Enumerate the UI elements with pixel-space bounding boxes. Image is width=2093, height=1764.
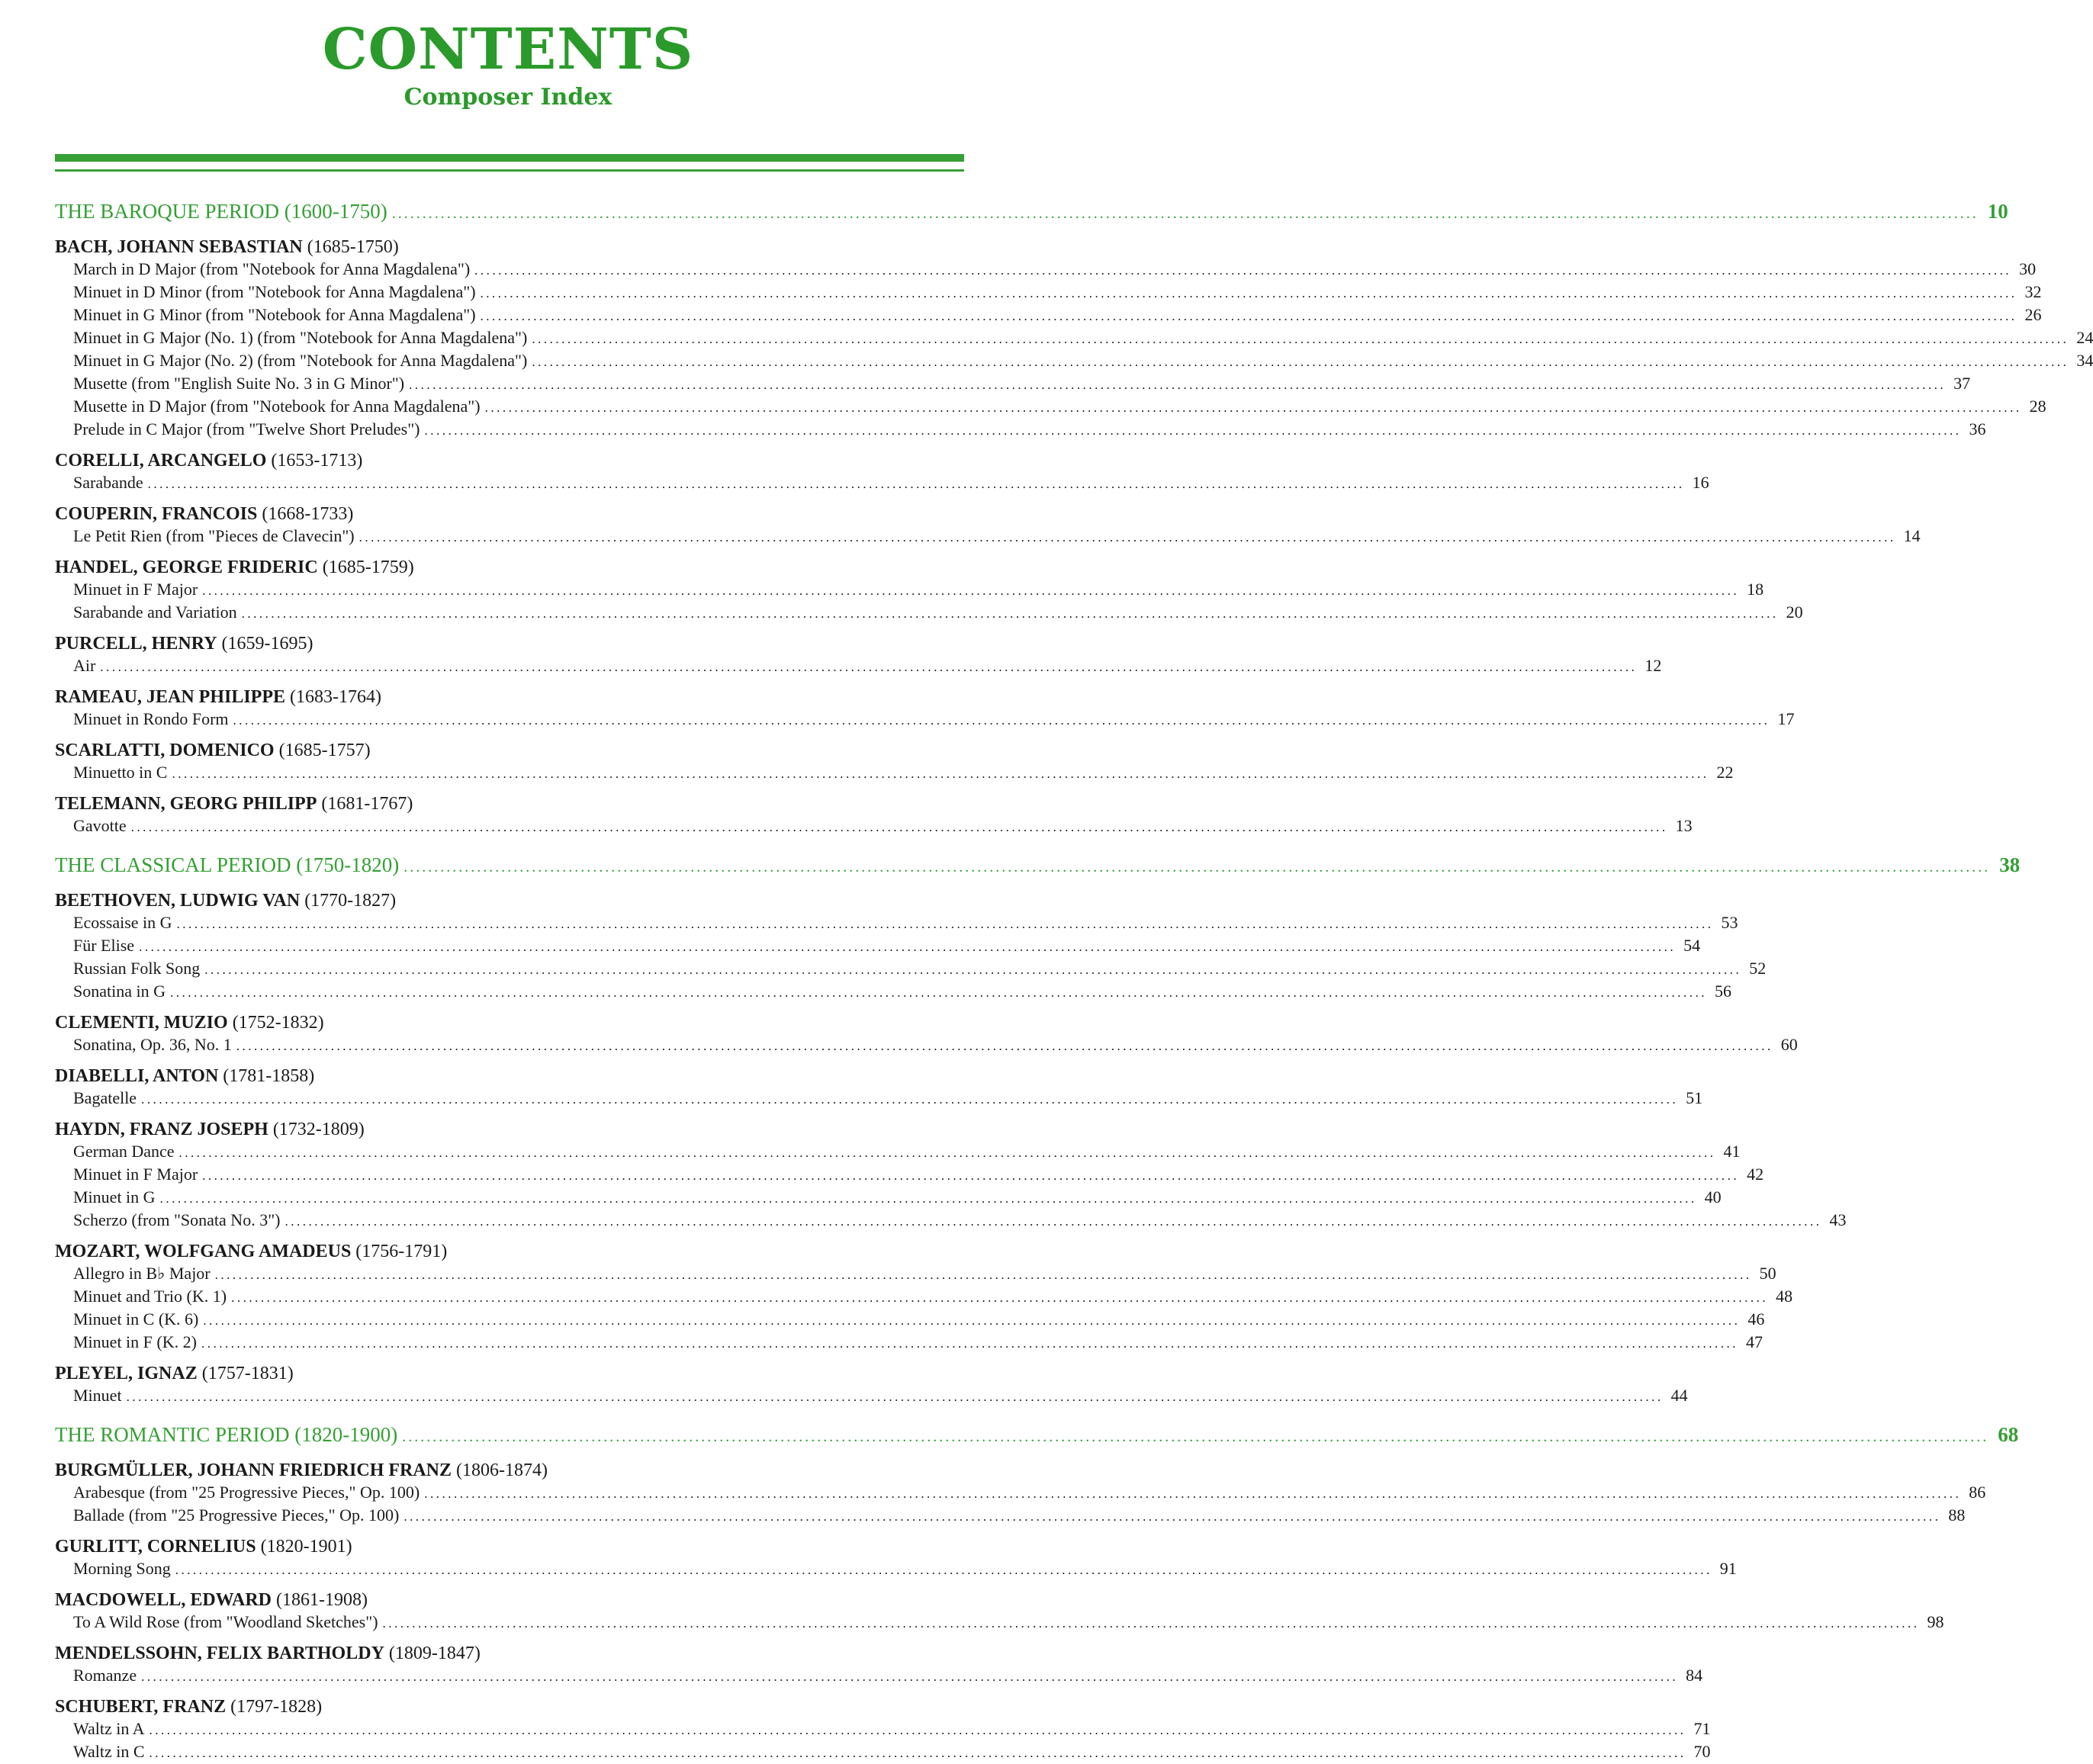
work-page-number: 34: [2076, 351, 2093, 370]
work-title: Minuet in Rondo Form: [73, 709, 229, 728]
composer-dates: (1797-1828): [230, 1697, 323, 1717]
work-entry[interactable]: [55, 935, 1701, 958]
work-entry[interactable]: [55, 762, 1734, 785]
work-page-number: 42: [1747, 1165, 1764, 1184]
dot-leader: ....................................................................................................................................................................................................................................................................: [202, 583, 1740, 598]
dot-leader: ....................................................................................................................................................................................................................................................................: [204, 962, 1742, 977]
work-title: Sonatina, Op. 36, No. 1: [73, 1035, 232, 1054]
work-page-number: 71: [1693, 1719, 1711, 1738]
work-page-number: 47: [1745, 1332, 1763, 1351]
composer-entry: [55, 1065, 1703, 1110]
page-title: CONTENTS: [322, 17, 694, 82]
page-header: [0, 18, 1016, 111]
composer-heading: [55, 1065, 972, 1088]
work-entry[interactable]: [55, 373, 1971, 396]
work-page-number: 36: [1969, 419, 1986, 439]
work-title: To A Wild Rose (from "Woodland Sketches"): [73, 1612, 378, 1631]
composer-entry: [55, 1535, 1737, 1581]
dot-leader: ....................................................................................................................................................................................................................................................................: [149, 1746, 1686, 1760]
composer-dates: (1732-1809): [272, 1120, 365, 1139]
composer-heading: [55, 1535, 972, 1558]
dot-leader: ....................................................................................................................................................................................................................................................................: [480, 286, 2017, 300]
work-entry[interactable]: [55, 1482, 1986, 1505]
composer-name: HANDEL, GEORGE FRIDERIC: [55, 557, 318, 577]
dot-leader: ....................................................................................................................................................................................................................................................................: [141, 1092, 1679, 1107]
work-title: Waltz in A: [73, 1719, 145, 1738]
work-title: Bagatelle: [73, 1088, 137, 1107]
work-entry[interactable]: [55, 259, 2037, 281]
work-entry[interactable]: [55, 1263, 1776, 1286]
work-page-number: 14: [1903, 526, 1921, 545]
work-title: Morning Song: [73, 1559, 171, 1578]
composer-entry: [55, 889, 1767, 1004]
composer-dates: (1806-1874): [456, 1460, 548, 1480]
work-entry[interactable]: [55, 1665, 1703, 1688]
dot-leader: ....................................................................................................................................................................................................................................................................: [402, 1428, 1989, 1445]
dot-leader: ....................................................................................................................................................................................................................................................................: [100, 660, 1638, 674]
dot-leader: ....................................................................................................................................................................................................................................................................: [403, 859, 1991, 876]
work-title: Le Petit Rien (from "Pieces de Clavecin"): [73, 526, 355, 545]
work-page-number: 41: [1723, 1142, 1741, 1161]
dot-leader: ....................................................................................................................................................................................................................................................................: [176, 917, 1714, 931]
composer-heading: [55, 1589, 972, 1611]
dot-leader: ....................................................................................................................................................................................................................................................................: [203, 1313, 1741, 1328]
work-entry[interactable]: [55, 396, 2046, 419]
work-page-number: 44: [1670, 1386, 1688, 1405]
dot-leader: ....................................................................................................................................................................................................................................................................: [391, 205, 1979, 222]
composer-dates: (1781-1858): [223, 1066, 315, 1086]
composer-heading: [55, 556, 972, 579]
composer-dates: (1820-1901): [260, 1537, 352, 1557]
composer-heading: [55, 1362, 972, 1385]
composer-dates: (1685-1757): [278, 741, 371, 760]
work-page-number: 46: [1747, 1309, 1765, 1329]
composer-dates: (1653-1713): [271, 451, 363, 471]
work-title: Prelude in C Major (from "Twelve Short Preludes"): [73, 419, 420, 439]
work-entry[interactable]: [55, 1718, 1711, 1741]
work-entry[interactable]: [55, 1332, 1763, 1354]
dot-leader: ....................................................................................................................................................................................................................................................................: [147, 477, 1685, 491]
work-title: Scherzo (from "Sonata No. 3"): [73, 1210, 281, 1229]
dot-leader: ....................................................................................................................................................................................................................................................................: [202, 1168, 1740, 1183]
dot-leader: ....................................................................................................................................................................................................................................................................: [233, 713, 1770, 728]
composer-dates: (1809-1847): [388, 1644, 481, 1663]
composer-dates: (1861-1908): [276, 1590, 368, 1610]
work-page-number: 32: [2024, 282, 2042, 301]
work-entry[interactable]: [55, 1164, 1764, 1187]
work-page-number: 98: [1927, 1612, 1944, 1631]
work-entry[interactable]: [55, 304, 2042, 327]
composer-dates: (1752-1832): [232, 1013, 324, 1033]
composer-heading: [55, 632, 972, 655]
dot-leader: ....................................................................................................................................................................................................................................................................: [424, 423, 1962, 438]
work-page-number: 70: [1693, 1742, 1711, 1761]
work-entry[interactable]: [55, 525, 1921, 548]
work-page-number: 56: [1715, 982, 1731, 1001]
dot-leader: ....................................................................................................................................................................................................................................................................: [139, 940, 1677, 954]
composer-dates: (1659-1695): [221, 634, 313, 654]
composer-entry: [55, 1118, 1847, 1232]
work-page-number: 86: [1969, 1483, 1986, 1502]
work-title: Air: [73, 656, 96, 675]
work-page-number: 28: [2029, 397, 2046, 416]
work-page-number: 24: [2076, 328, 2093, 347]
work-entry[interactable]: [55, 472, 1709, 495]
composer-heading: [55, 1011, 972, 1034]
composer-entry: [55, 686, 1795, 731]
work-page-number: 18: [1747, 580, 1764, 599]
composer-entry: [55, 1011, 1798, 1057]
period-page-number: 10: [1987, 200, 2008, 223]
composer-name: TELEMANN, GEORG PHILIPP: [55, 794, 317, 814]
composer-entry: [55, 449, 1709, 495]
composer-name: CORELLI, ARCANGELO: [55, 451, 267, 471]
composer-entry: [55, 739, 1734, 785]
composer-heading: [55, 1459, 972, 1482]
work-entry[interactable]: [55, 1210, 1847, 1232]
composer-heading: [55, 1642, 972, 1665]
composer-name: RAMEAU, JEAN PHILIPPE: [55, 687, 286, 707]
composer-name: PURCELL, HENRY: [55, 634, 217, 654]
dot-leader: ....................................................................................................................................................................................................................................................................: [172, 766, 1709, 781]
work-title: Sarabande: [73, 473, 143, 492]
composer-name: COUPERIN, FRANCOIS: [55, 504, 258, 524]
dot-leader: ....................................................................................................................................................................................................................................................................: [382, 1616, 1920, 1631]
work-title: Minuet: [73, 1386, 122, 1405]
work-page-number: 26: [2024, 305, 2042, 324]
work-entry[interactable]: [55, 1505, 1966, 1528]
composer-name: SCHUBERT, FRANZ: [55, 1697, 227, 1717]
work-title: Minuet in G Major (No. 2) (from "Notebook for Anna Magdalena"): [73, 351, 528, 370]
work-title: Minuet in F Major: [73, 1165, 198, 1184]
dot-leader: ....................................................................................................................................................................................................................................................................: [159, 1191, 1697, 1206]
composer-heading: [55, 503, 972, 525]
work-title: Ballade (from "25 Progressive Pieces," Op. 100): [73, 1505, 400, 1525]
work-page-number: 22: [1716, 763, 1734, 782]
work-page-number: 37: [1953, 374, 1971, 393]
dot-leader: ....................................................................................................................................................................................................................................................................: [141, 1669, 1679, 1684]
work-entry[interactable]: [55, 981, 1731, 1004]
work-entry[interactable]: [55, 1187, 1722, 1210]
dot-leader: ....................................................................................................................................................................................................................................................................: [484, 400, 2022, 415]
composer-dates: (1685-1750): [307, 237, 399, 257]
work-title: Minuet in C (K. 6): [73, 1309, 199, 1329]
period-name: THE CLASSICAL PERIOD (1750-1820): [55, 853, 400, 876]
composer-dates: (1770-1827): [304, 891, 397, 911]
work-title: German Dance: [73, 1142, 175, 1161]
work-title: Arabesque (from "25 Progressive Pieces," Op. 100): [73, 1483, 420, 1502]
work-entry[interactable]: [55, 708, 1795, 731]
composer-name: BACH, JOHANN SEBASTIAN: [55, 237, 303, 257]
header-rule-thin: [55, 169, 964, 172]
contents-list: [55, 197, 2093, 1764]
period-name: THE BAROQUE PERIOD (1600-1750): [55, 200, 387, 223]
work-entry[interactable]: [55, 1286, 1793, 1309]
composer-name: MOZART, WOLFGANG AMADEUS: [55, 1242, 352, 1261]
composer-name: CLEMENTI, MUZIO: [55, 1013, 228, 1033]
work-title: Russian Folk Song: [73, 959, 201, 978]
composer-entry: [55, 1459, 1986, 1528]
composer-name: PLEYEL, IGNAZ: [55, 1364, 198, 1383]
work-title: Minuet in F Major: [73, 580, 198, 599]
composer-heading: [55, 889, 972, 912]
dot-leader: ....................................................................................................................................................................................................................................................................: [241, 606, 1779, 621]
work-entry[interactable]: [55, 419, 1986, 442]
composer-name: MENDELSSOHN, FELIX BARTHOLDY: [55, 1644, 384, 1663]
dot-leader: ....................................................................................................................................................................................................................................................................: [358, 530, 1896, 545]
work-entry[interactable]: [55, 1558, 1737, 1581]
composer-entry: [55, 1589, 1944, 1634]
dot-leader: ....................................................................................................................................................................................................................................................................: [285, 1214, 1822, 1229]
composer-heading: [55, 739, 972, 762]
page-subtitle: Composer Index: [403, 84, 612, 111]
composer-name: GURLITT, CORNELIUS: [55, 1537, 256, 1557]
work-page-number: 40: [1704, 1187, 1722, 1207]
dot-leader: ....................................................................................................................................................................................................................................................................: [480, 309, 2017, 323]
dot-leader: ....................................................................................................................................................................................................................................................................: [231, 1290, 1769, 1305]
work-page-number: 12: [1644, 656, 1662, 675]
composer-name: BEETHOVEN, LUDWIG VAN: [55, 891, 301, 911]
composer-dates: (1757-1831): [201, 1364, 294, 1383]
composer-entry: [55, 1695, 1711, 1764]
composer-entry: [55, 632, 1662, 678]
work-page-number: 30: [2019, 259, 2037, 278]
work-title: Sonatina in G: [73, 982, 166, 1001]
work-page-number: 16: [1692, 473, 1709, 492]
work-title: Minuet in G Minor (from "Notebook for Anna Magdalena"): [73, 305, 476, 324]
composer-name: DIABELLI, ANTON: [55, 1066, 219, 1086]
work-entry[interactable]: [55, 912, 1738, 935]
composer-dates: (1756-1791): [355, 1242, 448, 1261]
work-title: Gavotte: [73, 816, 127, 835]
work-title: Minuet in G Major (No. 1) (from "Notebook for Anna Magdalena"): [73, 328, 528, 347]
work-entry[interactable]: [55, 1309, 1765, 1332]
composer-dates: (1685-1759): [322, 557, 414, 577]
dot-leader: ....................................................................................................................................................................................................................................................................: [175, 1563, 1712, 1577]
dot-leader: ....................................................................................................................................................................................................................................................................: [126, 1390, 1664, 1404]
work-entry[interactable]: [55, 1741, 1711, 1764]
work-page-number: 60: [1780, 1035, 1798, 1054]
work-entry[interactable]: [55, 815, 1693, 838]
period-heading[interactable]: [55, 850, 2021, 882]
composer-entry: [55, 1642, 1703, 1688]
work-page-number: 91: [1719, 1559, 1737, 1578]
composer-dates: (1681-1767): [321, 794, 413, 814]
work-title: Allegro in B♭ Major: [73, 1264, 211, 1283]
period-page-number: 68: [1998, 1423, 2019, 1446]
composer-heading: [55, 1695, 972, 1718]
composer-name: SCARLATTI, DOMENICO: [55, 741, 275, 760]
work-entry[interactable]: [55, 655, 1662, 678]
work-page-number: 51: [1686, 1088, 1703, 1107]
work-entry[interactable]: [55, 958, 1767, 981]
dot-leader: ....................................................................................................................................................................................................................................................................: [236, 1039, 1773, 1053]
work-title: Minuet in D Minor (from "Notebook for Anna Magdalena"): [73, 282, 476, 301]
dot-leader: ....................................................................................................................................................................................................................................................................: [201, 1336, 1738, 1351]
dot-leader: ....................................................................................................................................................................................................................................................................: [532, 355, 2069, 369]
work-title: Sarabande and Variation: [73, 602, 237, 622]
header-rule-thick: [55, 154, 964, 162]
work-page-number: 53: [1721, 913, 1738, 932]
composer-entry: [55, 792, 1693, 838]
dot-leader: ....................................................................................................................................................................................................................................................................: [474, 263, 2012, 278]
composer-entry: [55, 556, 1803, 625]
work-entry[interactable]: [55, 1034, 1798, 1057]
work-title: Romanze: [73, 1666, 137, 1685]
period-page-number: 38: [1999, 853, 2021, 876]
composer-heading: [55, 449, 972, 472]
work-entry[interactable]: [55, 602, 1803, 625]
work-page-number: 88: [1948, 1505, 1966, 1525]
composer-heading: [55, 1240, 972, 1263]
work-title: Minuet and Trio (K. 1): [73, 1287, 227, 1306]
work-page-number: 84: [1686, 1666, 1703, 1685]
work-page-number: 54: [1683, 936, 1701, 955]
dot-leader: ....................................................................................................................................................................................................................................................................: [178, 1145, 1716, 1160]
composer-entry: [55, 1362, 1688, 1408]
work-title: Waltz in C: [73, 1742, 145, 1761]
work-entry[interactable]: [55, 281, 2042, 304]
work-title: Ecossaise in G: [73, 913, 172, 932]
work-entry[interactable]: [55, 1088, 1703, 1110]
composer-name: HAYDN, FRANZ JOSEPH: [55, 1120, 268, 1139]
work-page-number: 13: [1675, 816, 1693, 835]
composer-name: BURGMÜLLER, JOHANN FRIEDRICH FRANZ: [55, 1460, 452, 1480]
work-page-number: 52: [1749, 959, 1767, 978]
work-title: Für Elise: [73, 936, 135, 955]
period-name: THE ROMANTIC PERIOD (1820-1900): [55, 1423, 398, 1446]
work-title: Minuetto in C: [73, 763, 168, 782]
work-title: Musette in D Major (from "Notebook for Anna Magdalena"): [73, 397, 481, 416]
work-entry[interactable]: [55, 350, 2093, 373]
dot-leader: ....................................................................................................................................................................................................................................................................: [424, 1486, 1962, 1501]
dot-leader: ....................................................................................................................................................................................................................................................................: [130, 820, 1668, 834]
work-entry[interactable]: [55, 1141, 1741, 1164]
work-entry[interactable]: [55, 327, 2093, 350]
work-title: Minuet in F (K. 2): [73, 1332, 197, 1351]
work-title: Musette (from "English Suite No. 3 in G Minor"): [73, 374, 405, 393]
work-page-number: 20: [1786, 602, 1803, 622]
work-entry[interactable]: [55, 1385, 1688, 1408]
composer-dates: (1683-1764): [290, 687, 381, 707]
composer-heading: [55, 792, 972, 815]
dot-leader: ....................................................................................................................................................................................................................................................................: [214, 1268, 1752, 1282]
period-heading[interactable]: [55, 1420, 2019, 1451]
work-page-number: 50: [1759, 1264, 1776, 1283]
composer-entry: [55, 1240, 1793, 1354]
work-page-number: 43: [1829, 1210, 1847, 1229]
work-page-number: 17: [1777, 709, 1795, 728]
composer-entry: [55, 236, 2093, 442]
composer-entry: [55, 503, 1921, 548]
dot-leader: ....................................................................................................................................................................................................................................................................: [409, 378, 1947, 392]
composer-heading: [55, 236, 972, 259]
dot-leader: ....................................................................................................................................................................................................................................................................: [403, 1509, 1941, 1524]
composer-heading: [55, 686, 972, 708]
dot-leader: ....................................................................................................................................................................................................................................................................: [532, 332, 2069, 346]
work-title: Minuet in G: [73, 1187, 156, 1207]
work-title: March in D Major (from "Notebook for Anna Magdalena"): [73, 259, 471, 278]
work-page-number: 48: [1776, 1287, 1793, 1306]
dot-leader: ....................................................................................................................................................................................................................................................................: [149, 1723, 1686, 1737]
work-entry[interactable]: [55, 579, 1764, 602]
composer-name: MACDOWELL, EDWARD: [55, 1590, 272, 1610]
work-entry[interactable]: [55, 1611, 1944, 1634]
composer-dates: (1668-1733): [262, 504, 354, 524]
composer-heading: [55, 1118, 972, 1141]
period-heading[interactable]: [55, 197, 2008, 228]
dot-leader: ....................................................................................................................................................................................................................................................................: [170, 985, 1707, 1000]
